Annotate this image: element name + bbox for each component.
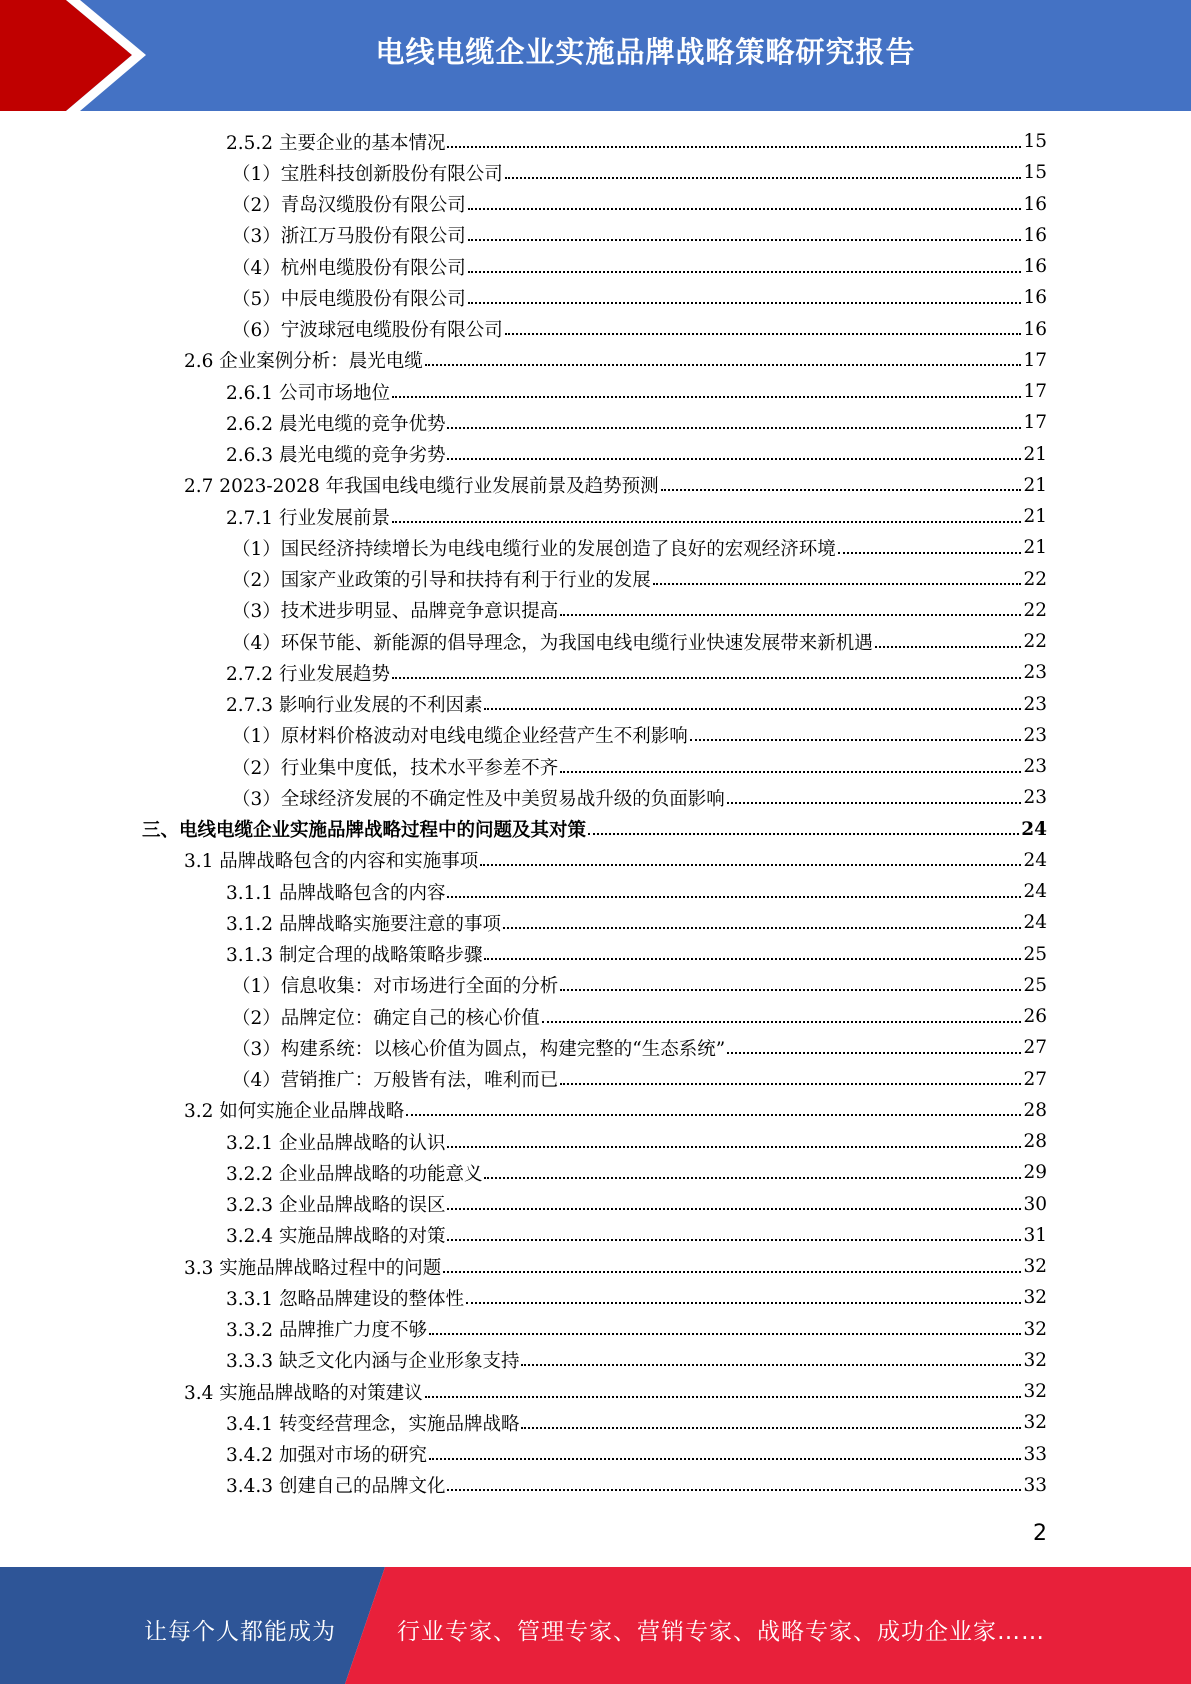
toc-entry[interactable]	[0, 626, 1047, 657]
toc-entry-label: 3.2.1 企业品牌战略的认识	[226, 1132, 446, 1154]
toc-entry-page: 32	[1023, 1318, 1047, 1340]
toc-dot-leader	[447, 1193, 1021, 1215]
toc-entry[interactable]	[0, 1314, 1047, 1345]
toc-entry-label: （3）技术进步明显、品牌竞争意识提高	[232, 601, 559, 623]
toc-dot-leader	[727, 787, 1022, 809]
toc-entry[interactable]	[0, 501, 1047, 532]
toc-entry[interactable]	[0, 345, 1047, 376]
toc-entry-page: 27	[1023, 1037, 1047, 1059]
toc-entry-page: 16	[1023, 318, 1047, 340]
toc-entry-page: 33	[1023, 1474, 1047, 1496]
page-footer	[0, 1567, 1191, 1684]
page-header	[0, 0, 1191, 111]
toc-entry-page: 21	[1023, 474, 1047, 496]
toc-entry-label: 2.7.2 行业发展趋势	[226, 663, 390, 685]
toc-entry-page: 24	[1023, 849, 1047, 871]
toc-dot-leader	[468, 224, 1022, 246]
toc-entry[interactable]	[0, 470, 1047, 501]
toc-entry-label: 2.6.3 晨光电缆的竞争劣势	[226, 445, 446, 467]
toc-entry[interactable]	[0, 970, 1047, 1001]
toc-entry-label: 2.6.2 晨光电缆的竞争优势	[226, 413, 446, 435]
toc-dot-leader	[425, 349, 1022, 371]
toc-dot-leader	[466, 1287, 1021, 1309]
toc-entry-page: 24	[1023, 881, 1047, 903]
toc-dot-leader	[661, 474, 1022, 496]
toc-entry-page: 26	[1023, 1006, 1047, 1028]
toc-entry[interactable]	[0, 1345, 1047, 1376]
toc-entry[interactable]	[0, 720, 1047, 751]
toc-entry-page: 17	[1023, 381, 1047, 403]
toc-entry-label: 3.1.2 品牌战略实施要注意的事项	[226, 913, 501, 935]
toc-entry[interactable]	[0, 1001, 1047, 1032]
toc-dot-leader	[542, 1006, 1022, 1028]
toc-dot-leader	[447, 1131, 1021, 1153]
toc-dot-leader	[588, 818, 1019, 840]
toc-entry-label: 3.2 如何实施企业品牌战略	[184, 1101, 405, 1123]
toc-dot-leader	[503, 912, 1021, 934]
toc-entry-page: 25	[1023, 943, 1047, 965]
toc-entry-label: 2.6 企业案例分析：晨光电缆	[184, 351, 423, 373]
document-title: 电线电缆企业实施品牌战略策略研究报告	[375, 35, 916, 69]
toc-entry-label: （2）行业集中度低，技术水平参差不齐	[232, 757, 559, 779]
toc-entry-label: 3.2.2 企业品牌战略的功能意义	[226, 1163, 483, 1185]
toc-entry-label: 3.4.1 转变经营理念，实施品牌战略	[226, 1413, 520, 1435]
page-number: 2	[1033, 1521, 1047, 1546]
toc-entry[interactable]	[0, 1376, 1047, 1407]
toc-entry[interactable]	[0, 939, 1047, 970]
toc-entry[interactable]	[0, 314, 1047, 345]
toc-entry-page: 15	[1023, 162, 1047, 184]
toc-entry-page: 27	[1023, 1068, 1047, 1090]
toc-entry-label: 3.4.2 加强对市场的研究	[226, 1445, 427, 1467]
toc-entry-label: （2）青岛汉缆股份有限公司	[232, 195, 466, 217]
toc-dot-leader	[480, 849, 1021, 871]
toc-entry-page: 23	[1023, 756, 1047, 778]
toc-entry-page: 16	[1023, 193, 1047, 215]
toc-entry[interactable]	[0, 126, 1047, 157]
toc-entry-label: 3.1.1 品牌战略包含的内容	[226, 882, 446, 904]
toc-entry-page: 17	[1023, 412, 1047, 434]
toc-dot-leader	[560, 756, 1021, 778]
toc-entry-page: 21	[1023, 443, 1047, 465]
toc-dot-leader	[447, 881, 1021, 903]
toc-dot-leader	[560, 599, 1021, 621]
toc-dot-leader	[521, 1349, 1021, 1371]
toc-entry-label: （1）国民经济持续增长为电线电缆行业的发展创造了良好的宏观经济环境	[232, 538, 836, 560]
toc-entry-label: 3.1 品牌战略包含的内容和实施事项	[184, 851, 479, 873]
toc-entry[interactable]	[0, 1095, 1047, 1126]
toc-dot-leader	[468, 256, 1022, 278]
toc-entry-page: 32	[1023, 1349, 1047, 1371]
toc-dot-leader	[392, 381, 1021, 403]
toc-entry[interactable]	[0, 782, 1047, 813]
toc-entry-label: 3.3 实施品牌战略过程中的问题	[184, 1257, 442, 1279]
toc-entry-label: 2.7 2023-2028 年我国电线电缆行业发展前景及趋势预测	[184, 476, 659, 498]
toc-entry-page: 32	[1023, 1381, 1047, 1403]
toc-entry-page: 29	[1023, 1162, 1047, 1184]
toc-dot-leader	[653, 568, 1022, 590]
toc-entry-label: （2）国家产业政策的引导和扶持有利于行业的发展	[232, 570, 651, 592]
toc-entry-page: 24	[1023, 912, 1047, 934]
toc-entry-page: 15	[1023, 131, 1047, 153]
toc-dot-leader	[838, 537, 1022, 559]
toc-dot-leader	[429, 1443, 1021, 1465]
toc-entry[interactable]	[0, 1157, 1047, 1188]
toc-dot-leader	[447, 443, 1021, 465]
toc-dot-leader	[392, 662, 1021, 684]
toc-dot-leader	[521, 1412, 1021, 1434]
footer-slogan-left: 让每个人都能成为	[144, 1619, 336, 1645]
toc-dot-leader	[447, 1224, 1021, 1246]
toc-entry-label: （5）中辰电缆股份有限公司	[232, 288, 466, 310]
toc-entry-page: 23	[1023, 662, 1047, 684]
toc-entry[interactable]	[0, 657, 1047, 688]
toc-entry[interactable]	[0, 189, 1047, 220]
toc-dot-leader	[406, 1099, 1021, 1121]
toc-entry-page: 23	[1023, 787, 1047, 809]
toc-dot-leader	[690, 724, 1022, 746]
toc-dot-leader	[447, 131, 1021, 153]
table-of-contents	[0, 126, 1191, 1501]
toc-entry-page: 22	[1023, 631, 1047, 653]
toc-dot-leader	[505, 318, 1022, 340]
toc-entry[interactable]	[0, 595, 1047, 626]
toc-dot-leader	[484, 943, 1021, 965]
toc-dot-leader	[505, 162, 1022, 184]
toc-entry[interactable]	[0, 407, 1047, 438]
toc-entry[interactable]	[0, 1470, 1047, 1501]
toc-entry-label: 3.4.3 创建自己的品牌文化	[226, 1476, 446, 1498]
toc-entry-label: 三、电线电缆企业实施品牌战略过程中的问题及其对策	[142, 820, 587, 842]
toc-entry[interactable]	[0, 689, 1047, 720]
red-chevron-graphic	[0, 0, 170, 111]
toc-entry[interactable]	[0, 907, 1047, 938]
toc-entry-label: 2.5.2 主要企业的基本情况	[226, 132, 446, 154]
toc-entry-label: （3）浙江万马股份有限公司	[232, 226, 466, 248]
toc-entry[interactable]	[0, 220, 1047, 251]
toc-entry-page: 17	[1023, 349, 1047, 371]
toc-entry[interactable]	[0, 376, 1047, 407]
toc-entry-page: 21	[1023, 537, 1047, 559]
toc-entry[interactable]	[0, 282, 1047, 313]
toc-entry-page: 16	[1023, 256, 1047, 278]
toc-entry-page: 28	[1023, 1099, 1047, 1121]
toc-entry[interactable]	[0, 845, 1047, 876]
toc-entry[interactable]	[0, 1251, 1047, 1282]
toc-entry-page: 32	[1023, 1256, 1047, 1278]
toc-entry-page: 32	[1023, 1287, 1047, 1309]
toc-entry-label: 3.3.3 缺乏文化内涵与企业形象支持	[226, 1351, 520, 1373]
toc-entry-page: 25	[1023, 974, 1047, 996]
toc-dot-leader	[560, 1068, 1021, 1090]
toc-entry-label: 3.3.2 品牌推广力度不够	[226, 1320, 427, 1342]
toc-entry-label: 3.2.4 实施品牌战略的对策	[226, 1226, 446, 1248]
toc-entry-label: （6）宁波球冠电缆股份有限公司	[232, 320, 503, 342]
toc-entry-page: 33	[1023, 1443, 1047, 1465]
toc-entry-label: （3）全球经济发展的不确定性及中美贸易战升级的负面影响	[232, 788, 725, 810]
toc-entry-label: 2.7.3 影响行业发展的不利因素	[226, 695, 483, 717]
toc-entry-label: 2.6.1 公司市场地位	[226, 382, 390, 404]
toc-entry-label: （1）信息收集：对市场进行全面的分析	[232, 976, 559, 998]
toc-entry[interactable]	[0, 1126, 1047, 1157]
toc-entry[interactable]	[0, 1064, 1047, 1095]
toc-entry-label: （4）营销推广：万般皆有法，唯利而已	[232, 1070, 559, 1092]
toc-entry-label: 3.2.3 企业品牌战略的误区	[226, 1195, 446, 1217]
toc-dot-leader	[425, 1381, 1022, 1403]
toc-entry[interactable]	[0, 1220, 1047, 1251]
toc-entry[interactable]	[0, 1032, 1047, 1063]
toc-entry-page: 22	[1023, 568, 1047, 590]
toc-entry[interactable]	[0, 564, 1047, 595]
toc-entry-label: 3.1.3 制定合理的战略策略步骤	[226, 945, 483, 967]
toc-entry[interactable]	[0, 1439, 1047, 1470]
toc-entry-label: 3.4 实施品牌战略的对策建议	[184, 1382, 423, 1404]
toc-entry-label: （3）构建系统：以核心价值为圆点，构建完整的“生态系统”	[232, 1038, 726, 1060]
toc-entry-page: 16	[1023, 224, 1047, 246]
toc-dot-leader	[875, 631, 1022, 653]
toc-entry[interactable]	[0, 157, 1047, 188]
toc-entry-label: （1）原材料价格波动对电线电缆企业经营产生不利影响	[232, 726, 688, 748]
toc-dot-leader	[447, 412, 1021, 434]
toc-entry-label: （1）宝胜科技创新股份有限公司	[232, 163, 503, 185]
toc-entry[interactable]	[0, 439, 1047, 470]
toc-entry-label: 3.3.1 忽略品牌建设的整体性	[226, 1288, 464, 1310]
toc-entry-page: 16	[1023, 287, 1047, 309]
toc-dot-leader	[468, 193, 1022, 215]
toc-entry-page: 24	[1021, 818, 1047, 840]
toc-entry[interactable]	[0, 1407, 1047, 1438]
toc-dot-leader	[429, 1318, 1021, 1340]
toc-entry-page: 32	[1023, 1412, 1047, 1434]
toc-entry[interactable]	[0, 814, 1047, 845]
toc-entry-label: （4）环保节能、新能源的倡导理念，为我国电线电缆行业快速发展带来新机遇	[232, 632, 873, 654]
toc-entry-page: 23	[1023, 693, 1047, 715]
toc-dot-leader	[447, 1474, 1021, 1496]
toc-entry-page: 22	[1023, 599, 1047, 621]
toc-entry[interactable]	[0, 1282, 1047, 1313]
toc-dot-leader	[392, 506, 1021, 528]
toc-entry-page: 21	[1023, 506, 1047, 528]
toc-entry[interactable]	[0, 1189, 1047, 1220]
toc-entry[interactable]	[0, 532, 1047, 563]
toc-entry-page: 30	[1023, 1193, 1047, 1215]
toc-entry-page: 28	[1023, 1131, 1047, 1153]
toc-dot-leader	[560, 974, 1021, 996]
toc-dot-leader	[727, 1037, 1021, 1059]
toc-entry-page: 23	[1023, 724, 1047, 746]
toc-entry-label: （4）杭州电缆股份有限公司	[232, 257, 466, 279]
toc-dot-leader	[468, 287, 1022, 309]
footer-slogan-right: 行业专家、管理专家、营销专家、战略专家、成功企业家……	[397, 1619, 1045, 1645]
toc-entry[interactable]	[0, 251, 1047, 282]
toc-dot-leader	[484, 1162, 1021, 1184]
toc-dot-leader	[443, 1256, 1021, 1278]
toc-entry-label: （2）品牌定位：确定自己的核心价值	[232, 1007, 540, 1029]
toc-entry-label: 2.7.1 行业发展前景	[226, 507, 390, 529]
toc-dot-leader	[484, 693, 1021, 715]
toc-entry[interactable]	[0, 751, 1047, 782]
toc-entry[interactable]	[0, 876, 1047, 907]
toc-entry-page: 31	[1023, 1224, 1047, 1246]
